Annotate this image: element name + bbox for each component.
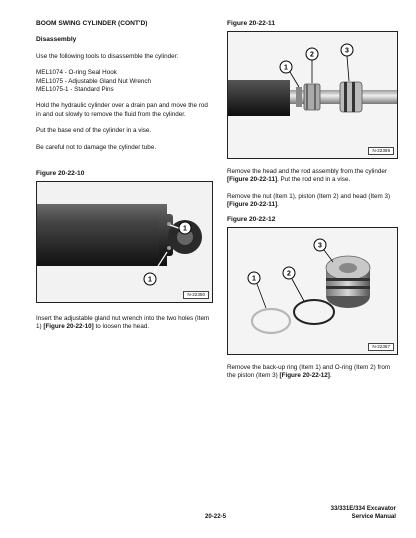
callout-1-upper [179, 222, 191, 234]
rod-assembly-photo [228, 32, 397, 158]
figure-title: Figure 20-22-10 [36, 170, 85, 177]
figure-reference: [Figure 20-22-12] [279, 372, 330, 380]
figure-code: N-22350 [183, 291, 209, 299]
svg-text:1: 1 [148, 276, 152, 284]
cylinder-photo [37, 182, 212, 302]
figure-20-22-12 [227, 227, 398, 355]
figure-reference: [Figure 20-22-11] [227, 201, 278, 209]
wrench-paragraph: Insert the adjustable gland nut wrench into the two holes (Item 1) [Figure 20-22-10] to loosen the head. [36, 315, 210, 331]
figure-20-22-11 [227, 31, 398, 159]
svg-text:1: 1 [252, 275, 256, 283]
drain-paragraph: Hold the hydraulic cylinder over a drain pan and move the rod in and out slowly to remove the fluid from the cylinder. [36, 102, 208, 118]
tools-list [36, 69, 212, 94]
piston-rings-photo [228, 228, 397, 354]
figure-reference: [Figure 20-22-11] [227, 176, 278, 184]
remove-nut-paragraph: Remove the nut (Item 1), piston (Item 2) and head (Item 3) [Figure 20-22-11]. [227, 193, 391, 209]
manual-name: Service Manual [351, 512, 396, 520]
figure-title: Figure 20-22-12 [227, 216, 276, 223]
model-name: 33/331E/334 Excavator [330, 505, 396, 512]
svg-text:1: 1 [284, 64, 288, 72]
left-column [36, 20, 212, 152]
manual-title [331, 505, 396, 520]
caution-paragraph: Be careful not to damage the cylinder tube. [36, 143, 157, 151]
svg-text:3: 3 [345, 47, 349, 55]
svg-text:3: 3 [318, 242, 322, 250]
callout-1-lower [144, 273, 156, 285]
tool-item: MEL1074 - O-ring Seal Hook [36, 69, 117, 77]
figure-code: N-22369 [368, 147, 394, 155]
page-number: 20-22-5 [205, 513, 227, 520]
subheading-disassembly: Disassembly [36, 36, 77, 44]
svg-text:2: 2 [310, 51, 314, 59]
svg-text:2: 2 [287, 270, 291, 278]
figure-title: Figure 20-22-11 [227, 20, 276, 27]
figure-code: N-22367 [368, 343, 394, 351]
tool-item: MEL1075 - Adjustable Gland Nut Wrench [36, 77, 152, 85]
section-heading: BOOM SWING CYLINDER (CONT'D) [36, 20, 148, 27]
figure-reference: [Figure 20-22-10] [43, 323, 94, 331]
tool-item: MEL1075-1 - Standard Pins [36, 86, 114, 94]
figure-20-22-10 [36, 181, 213, 303]
tools-intro: Use the following tools to disassemble the cylinder: [36, 52, 179, 60]
vise-paragraph: Put the base end of the cylinder in a vise. [36, 127, 152, 135]
svg-text:1: 1 [183, 225, 187, 233]
remove-head-paragraph: Remove the head and the rod assembly from the cylinder [Figure 20-22-11]. Put the rod end in a vise. [227, 168, 387, 184]
remove-rings-paragraph: Remove the back-up ring (Item 1) and O-ring (Item 2) from the piston (Item 3) [Figure 20-22-12]. [227, 364, 391, 380]
